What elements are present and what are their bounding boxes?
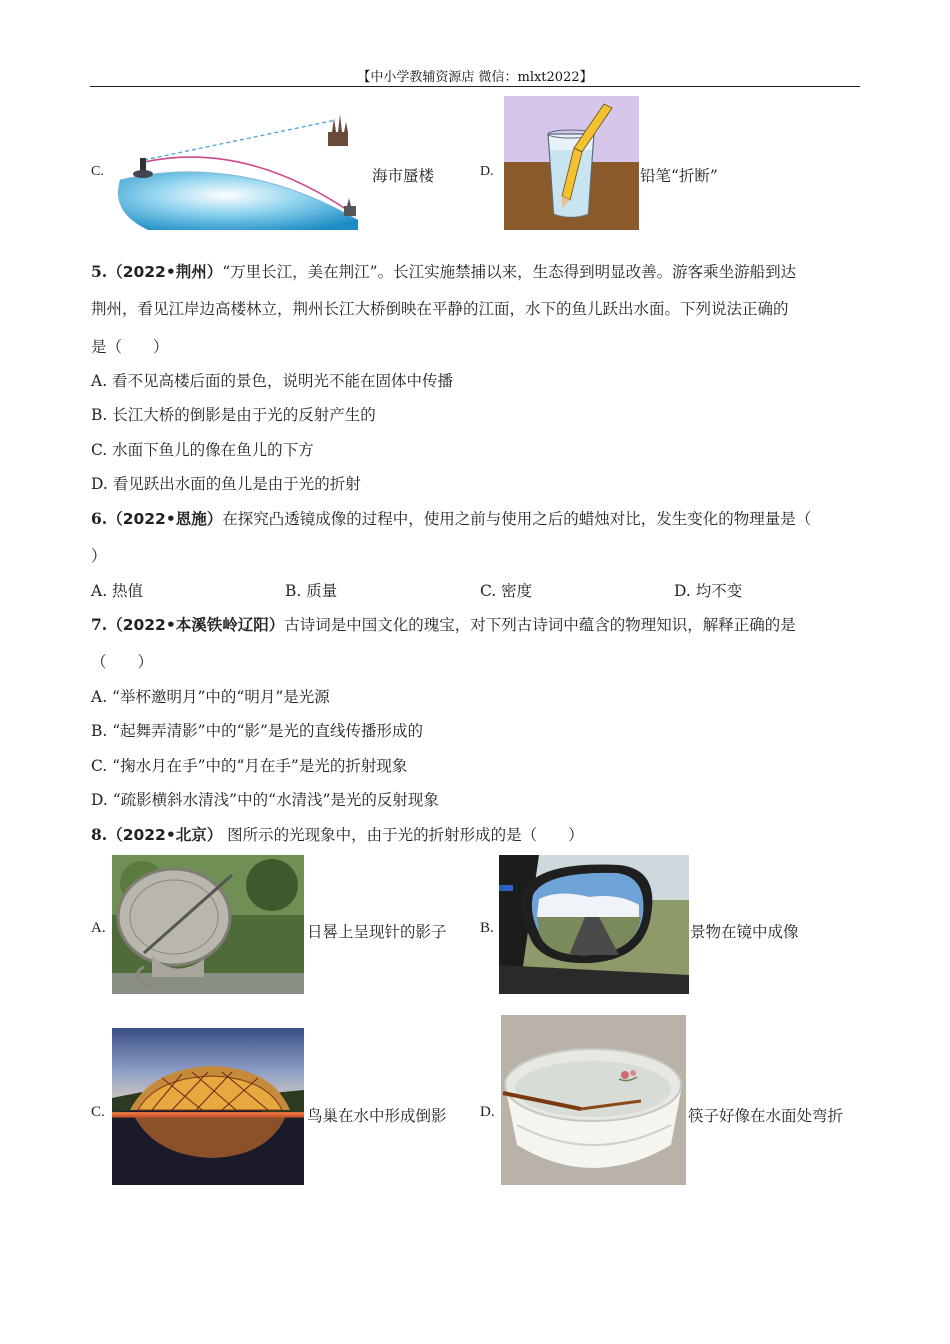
q7-number: 7. [91,615,108,634]
q8-option-a-caption: 日晷上呈现针的影子 [307,923,447,941]
pencil-in-glass-svg [504,96,639,230]
pencil-in-glass-illustration [504,96,639,230]
q8-text-1: 图所示的光现象中，由于光的折射形成的是（ ） [222,826,584,844]
q6-text-1: 在探究凸透镜成像的过程中，使用之前与使用之后的蜡烛对比，发生变化的物理量是（ [222,510,812,528]
q8-option-d-caption: 筷子好像在水面处弯折 [688,1107,844,1125]
q5-option-a: A. 看不见高楼后面的景色，说明光不能在固体中传播 [91,372,454,390]
q6-stem-line2: ） [91,547,107,565]
q4-option-d-letter: D. [480,164,494,179]
q6-option-b: B. 质量 [285,582,338,600]
car-mirror-photo-svg [499,855,689,994]
q6-option-a: A. 热值 [91,582,144,600]
q5-stem-line1 [91,260,796,282]
q6-option-d: D. 均不变 [674,582,743,600]
car-mirror-photo [499,855,689,994]
mirage-illustration-svg [118,112,364,230]
q5-option-c: C. 水面下鱼儿的像在鱼儿的下方 [91,441,314,459]
q4-option-d-caption: 铅笔“折断” [640,167,718,185]
q5-stem-line2: 荆州，看见江岸边高楼林立，荆州长江大桥倒映在平静的江面，水下的鱼儿跃出水面。下列说法正确的 [91,300,789,318]
mirage-illustration [118,112,364,230]
q8-option-b-letter: B. [480,920,494,936]
q7-option-b: B. “起舞弄清影”中的“影”是光的直线传播形成的 [91,722,423,740]
q7-text-1: 古诗词是中国文化的瑰宝，对下列古诗词中蕴含的物理知识，解释正确的是 [284,616,796,634]
q8-number: 8. [91,825,108,844]
chopsticks-bowl-photo [501,1015,686,1185]
q6-stem-line1 [91,507,811,529]
q4-option-c-letter: C. [91,164,104,179]
q5-number: 5. [91,262,108,281]
q8-option-c-caption: 鸟巢在水中形成倒影 [307,1107,447,1125]
q6-number: 6. [91,509,108,528]
header-divider [90,86,860,87]
q8-stem-line1 [91,823,584,845]
q8-option-d-letter: D. [480,1104,495,1120]
page-header: 【中小学教辅资源店 微信：mlxt2022】 [357,70,593,85]
q7-option-c: C. “掬水月在手”中的“月在手”是光的折射现象 [91,757,408,775]
birds-nest-photo [112,1028,304,1185]
q5-stem-line3: 是（ ） [91,338,169,356]
q6-source: （2022•恩施） [107,510,223,528]
q7-stem-line2: （ ） [91,653,154,671]
q5-option-b: B. 长江大桥的倒影是由于光的反射产生的 [91,406,376,424]
q7-stem-line1 [91,613,796,635]
birds-nest-photo-svg [112,1028,304,1185]
q8-option-a-letter: A. [91,920,106,936]
q4-option-c-caption: 海市蜃楼 [372,167,435,185]
sundial-photo [112,855,304,994]
q5-source: （2022•荆州） [107,263,223,281]
chopsticks-bowl-photo-svg [501,1015,686,1185]
q8-source: （2022•北京） [107,826,223,844]
q8-option-b-caption: 景物在镜中成像 [690,923,799,941]
q5-text-1: “万里长江，美在荆江”。长江实施禁捕以来，生态得到明显改善。游客乘坐游船到达 [222,263,797,281]
q7-source: （2022•本溪铁岭辽阳） [107,616,285,634]
q8-option-c-letter: C. [91,1104,105,1120]
sundial-photo-svg [112,855,304,994]
q7-option-a: A. “举杯邀明月”中的“明月”是光源 [91,688,330,706]
q5-option-d: D. 看见跃出水面的鱼儿是由于光的折射 [91,475,361,493]
q6-option-c: C. 密度 [480,582,533,600]
q7-option-d: D. “疏影横斜水清浅”中的“水清浅”是光的反射现象 [91,791,439,809]
